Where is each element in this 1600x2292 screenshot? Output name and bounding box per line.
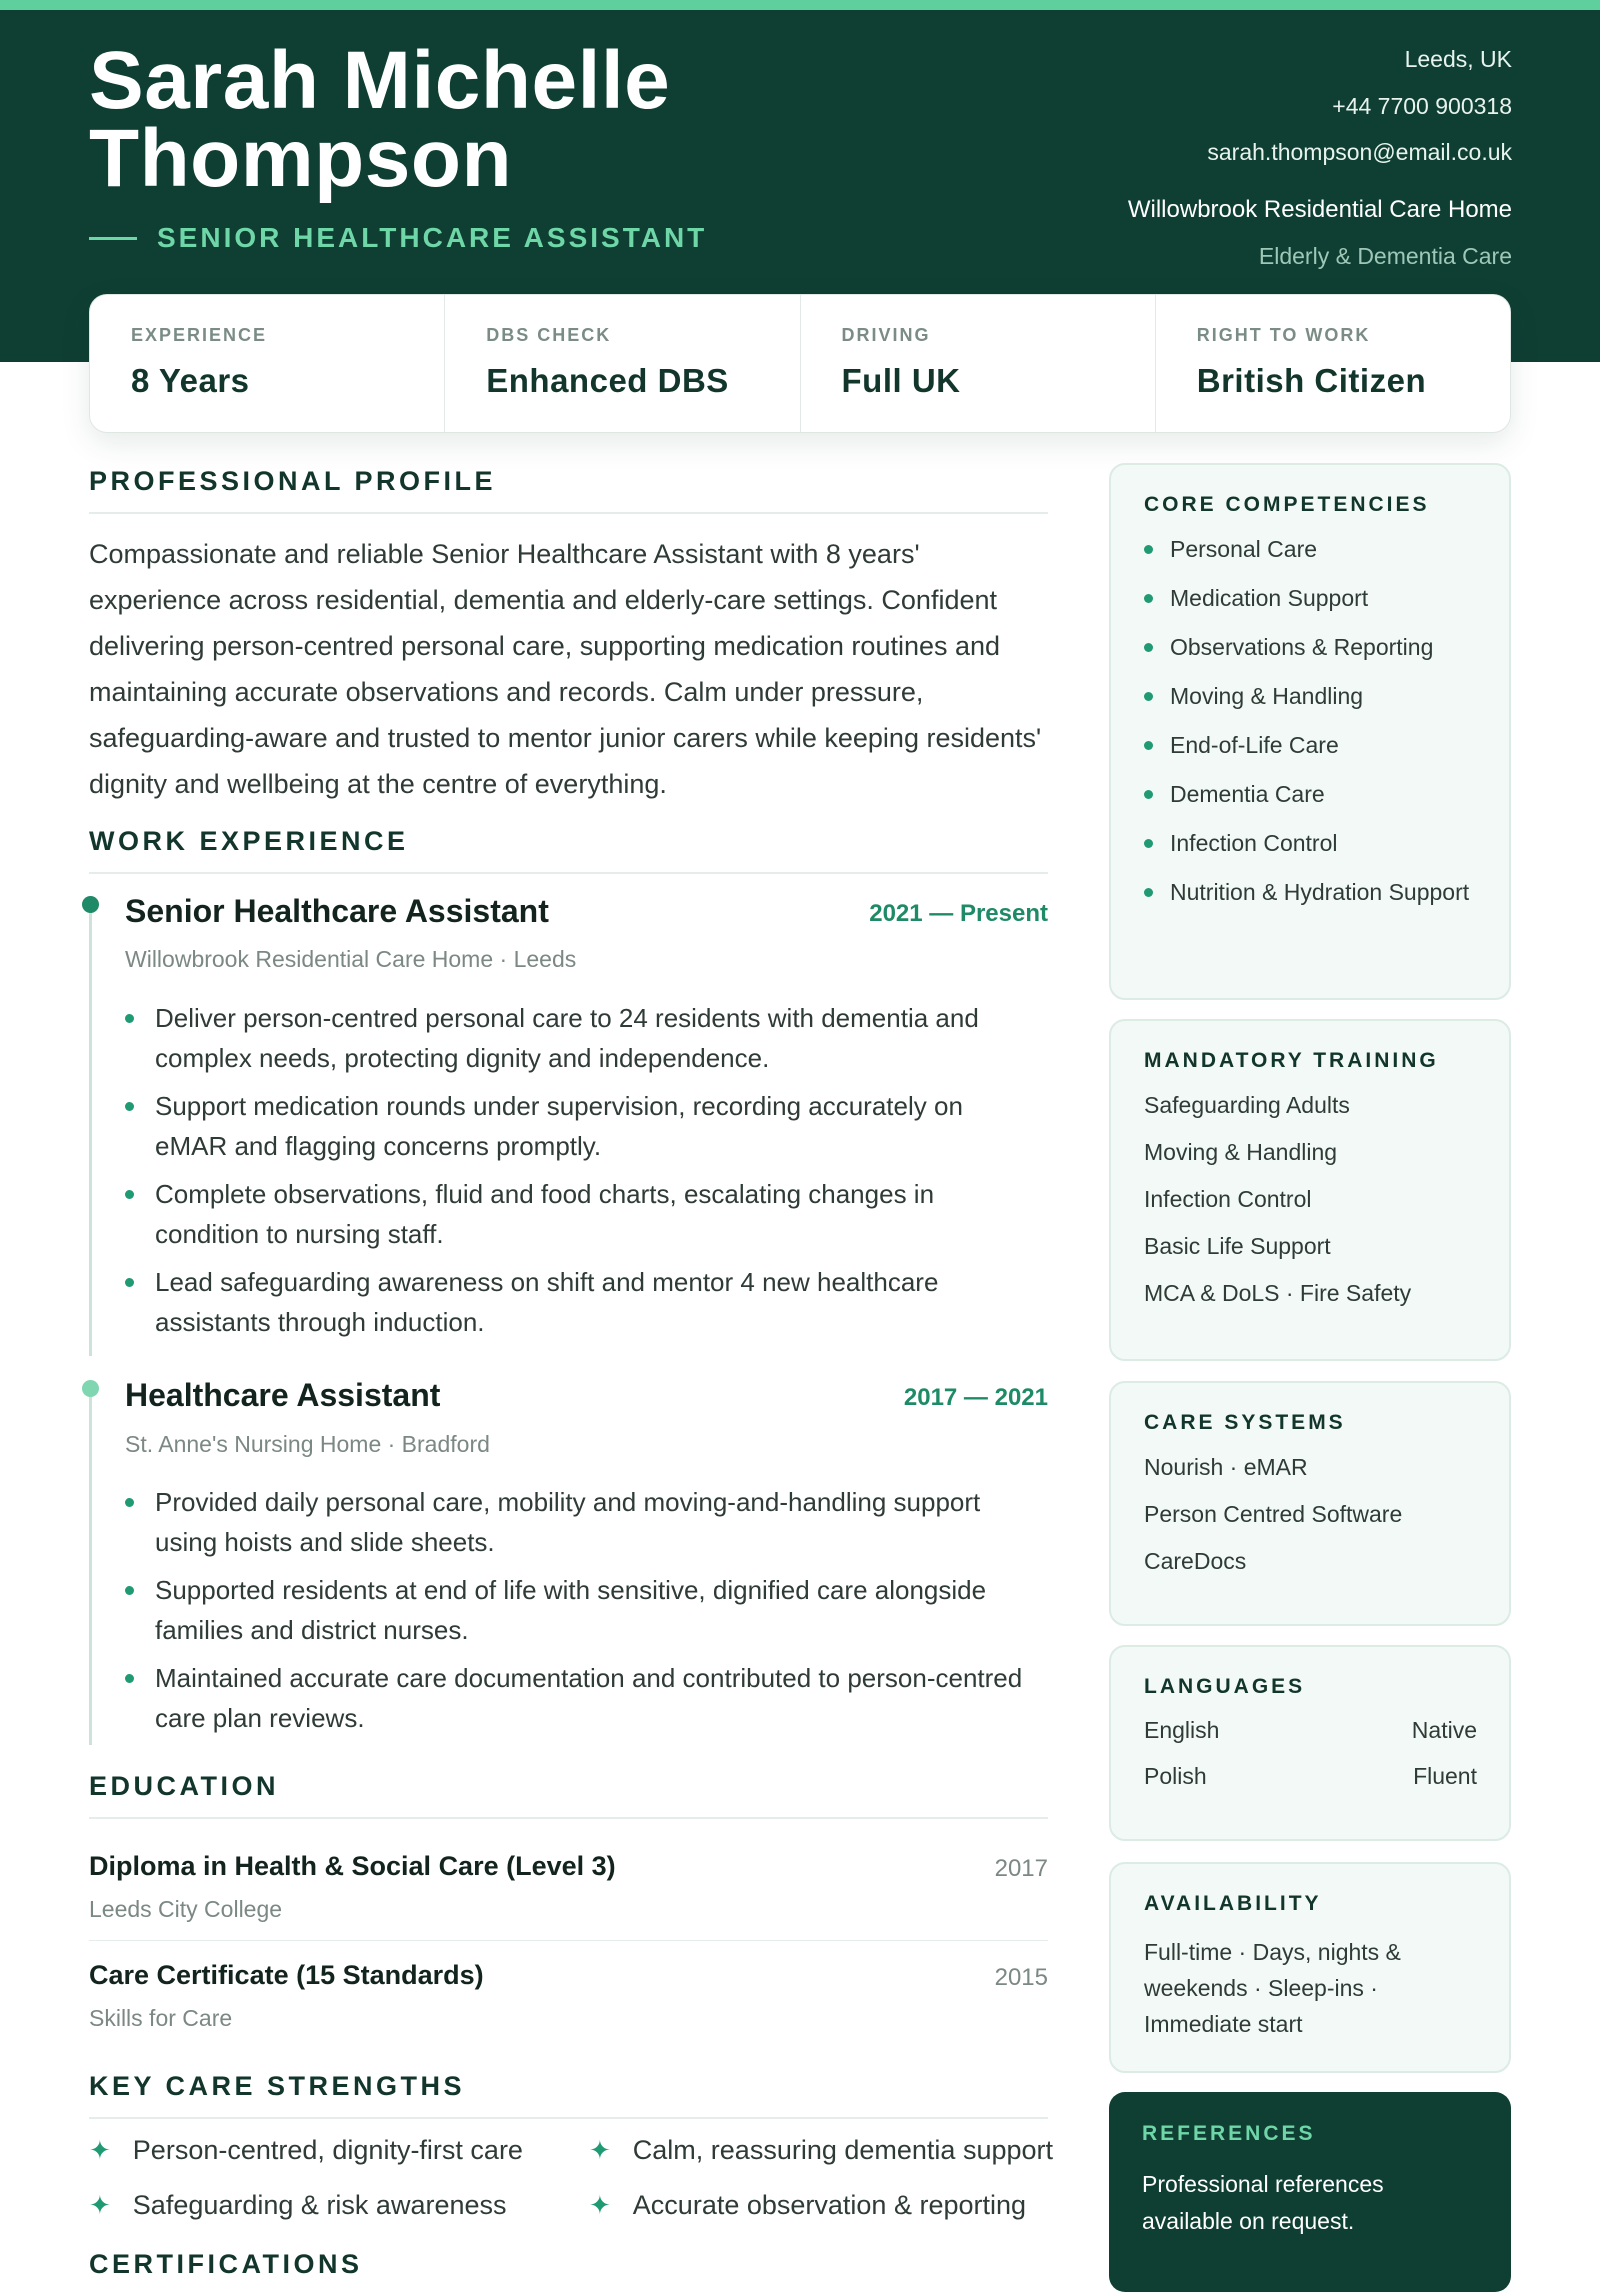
list-item: Moving & Handling: [1144, 682, 1477, 710]
top-accent-bar: [0, 0, 1600, 10]
care-systems-card: [1109, 1381, 1511, 1626]
strength-item: [89, 2135, 523, 2166]
list-item: Infection Control: [1144, 829, 1477, 857]
section-divider: [89, 872, 1048, 874]
list-item: Infection Control: [1144, 1186, 1312, 1212]
list-item: Moving & Handling: [1144, 1139, 1338, 1165]
fact-label: EXPERIENCE: [131, 325, 268, 345]
section-divider: [89, 2117, 1048, 2119]
job-dates: 2017 — 2021: [903, 1384, 1048, 1411]
list-item: Basic Life Support: [1144, 1233, 1331, 1259]
language-row: [1144, 1763, 1477, 1790]
strength-text: Person-centred, dignity-first care: [132, 2135, 523, 2165]
systems-list: [1144, 1453, 1477, 1575]
strength-text: Calm, reassuring dementia support: [632, 2135, 1053, 2165]
job-duties: [125, 1482, 1025, 1746]
sparkle-icon: ✦: [89, 2135, 111, 2165]
fact-value: British Citizen: [1196, 362, 1427, 399]
strength-item: [89, 2190, 507, 2221]
competency-list: [1144, 535, 1477, 906]
list-item: Personal Care: [1144, 535, 1477, 563]
list-item: Maintained accurate care documentation and contributed to person-centred care plan reviews.: [125, 1658, 1025, 1738]
job-duties: [125, 998, 1025, 1350]
card-heading: REFERENCES: [1142, 2122, 1316, 2145]
list-item: Medication Support: [1144, 584, 1477, 612]
name-first-line: Sarah Michelle: [89, 35, 671, 126]
section-divider: [89, 1817, 1048, 1819]
list-item: Safeguarding Adults: [1144, 1092, 1350, 1118]
fact-value: Enhanced DBS: [486, 362, 729, 399]
language-row: [1144, 1717, 1477, 1744]
timeline-dot: [82, 896, 99, 913]
profile-text: Compassionate and reliable Senior Healthcare Assistant with 8 years' experience across residential, dementia and elderly-care settings. Confident delivering person-centred personal care, supporting medication routines and maintaining accurate observations and records. Calm under pressure, safeguarding-aware and trusted to mentor junior carers while keeping residents' dignity and wellbeing at the centre of everything.: [89, 539, 1042, 799]
fact-value: Full UK: [841, 362, 961, 399]
job-organisation: St. Anne's Nursing Home · Bradford: [125, 1431, 490, 1457]
references-card: [1109, 2092, 1511, 2292]
list-item: Complete observations, fluid and food charts, escalating changes in condition to nursing staff.: [125, 1174, 1025, 1254]
competencies-card: [1109, 463, 1511, 1000]
sparkle-icon: ✦: [589, 2190, 611, 2220]
availability-text: Full-time · Days, nights & weekends · Sleep-ins · Immediate start: [1144, 1939, 1401, 2037]
job-organisation: Willowbrook Residential Care Home · Leeds: [125, 946, 577, 972]
fact-label: DBS CHECK: [486, 325, 612, 345]
care-sector: Elderly & Dementia Care: [1258, 243, 1512, 269]
job-dates: 2021 — Present: [869, 900, 1048, 927]
timeline-dot: [82, 1380, 99, 1397]
strength-text: Accurate observation & reporting: [632, 2190, 1027, 2220]
contact-phone[interactable]: +44 7700 900318: [1332, 93, 1512, 119]
name-last-line: Thompson: [89, 113, 513, 204]
list-item: Dementia Care: [1144, 780, 1477, 808]
language-level: Native: [1411, 1717, 1477, 1743]
profile-heading: PROFESSIONAL PROFILE: [89, 466, 497, 496]
list-item: Lead safeguarding awareness on shift and mentor 4 new healthcare assistants through induction.: [125, 1262, 1025, 1342]
card-heading: MANDATORY TRAINING: [1144, 1049, 1439, 1072]
strength-text: Safeguarding & risk awareness: [132, 2190, 507, 2220]
job-role: [89, 222, 707, 254]
fact-label: DRIVING: [841, 325, 931, 345]
card-heading: LANGUAGES: [1144, 1675, 1306, 1698]
fact-right-to-work: [1156, 295, 1510, 432]
qualification-title: Care Certificate (15 Standards): [89, 1960, 484, 1990]
list-item: End-of-Life Care: [1144, 731, 1477, 759]
education-heading: EDUCATION: [89, 1771, 279, 1801]
sparkle-icon: ✦: [589, 2135, 611, 2165]
key-facts-bar: [89, 294, 1511, 433]
experience-heading: WORK EXPERIENCE: [89, 826, 409, 856]
timeline-rail: [89, 898, 92, 1356]
fact-label: RIGHT TO WORK: [1196, 325, 1371, 345]
card-heading: CORE COMPETENCIES: [1144, 493, 1430, 516]
certifications-heading: CERTIFICATIONS: [89, 2249, 363, 2279]
language-name: English: [1144, 1717, 1220, 1743]
list-item: Observations & Reporting: [1144, 633, 1477, 661]
list-item: Provided daily personal care, mobility and moving-and-handling support using hoists and slide sheets.: [125, 1482, 1025, 1562]
qualification-year: 2017: [994, 1855, 1048, 1882]
list-item: Nutrition & Hydration Support: [1144, 878, 1477, 906]
timeline-rail: [89, 1382, 92, 1745]
fact-dbs: [445, 295, 800, 432]
availability-card: [1109, 1862, 1511, 2073]
qualification-institution: Leeds City College: [89, 1896, 283, 1922]
card-heading: CARE SYSTEMS: [1144, 1411, 1346, 1434]
strength-item: [589, 2190, 1026, 2221]
language-level: Fluent: [1413, 1763, 1477, 1789]
fact-experience: [90, 295, 445, 432]
list-item: Supported residents at end of life with sensitive, dignified care alongside families and district nurses.: [125, 1570, 1025, 1650]
languages-card: [1109, 1645, 1511, 1841]
list-item: CareDocs: [1144, 1548, 1247, 1574]
card-heading: AVAILABILITY: [1144, 1892, 1322, 1915]
sparkle-icon: ✦: [89, 2190, 111, 2220]
section-divider: [89, 512, 1048, 514]
contact-location: Leeds, UK: [1404, 46, 1512, 72]
list-item: MCA & DoLS · Fire Safety: [1144, 1280, 1412, 1306]
job-title: Senior Healthcare Assistant: [125, 893, 549, 929]
fact-driving: [801, 295, 1156, 432]
qualification-year: 2015: [994, 1964, 1048, 1991]
fact-value: 8 Years: [131, 362, 250, 399]
references-text: Professional references available on request.: [1142, 2171, 1384, 2234]
list-item: Support medication rounds under supervision, recording accurately on eMAR and flagging concerns promptly.: [125, 1086, 1025, 1166]
strengths-heading: KEY CARE STRENGTHS: [89, 2071, 466, 2101]
item-divider: [89, 1940, 1048, 1941]
strength-item: [589, 2135, 1053, 2166]
role-text: SENIOR HEALTHCARE ASSISTANT: [157, 222, 708, 253]
current-employer: Willowbrook Residential Care Home: [1127, 196, 1512, 223]
language-name: Polish: [1144, 1763, 1207, 1789]
training-list: [1144, 1091, 1477, 1307]
list-item: Deliver person-centred personal care to 24 residents with dementia and complex needs, protecting dignity and independence.: [125, 998, 1025, 1078]
qualification-title: Diploma in Health & Social Care (Level 3): [89, 1851, 616, 1881]
job-title: Healthcare Assistant: [125, 1377, 441, 1413]
candidate-name: [89, 35, 809, 204]
contact-email[interactable]: sarah.thompson@email.co.uk: [1207, 139, 1512, 165]
role-dash: [89, 237, 137, 240]
training-card: [1109, 1019, 1511, 1361]
list-item: Person Centred Software: [1144, 1501, 1403, 1527]
list-item: Nourish · eMAR: [1144, 1454, 1308, 1480]
qualification-institution: Skills for Care: [89, 2005, 233, 2031]
